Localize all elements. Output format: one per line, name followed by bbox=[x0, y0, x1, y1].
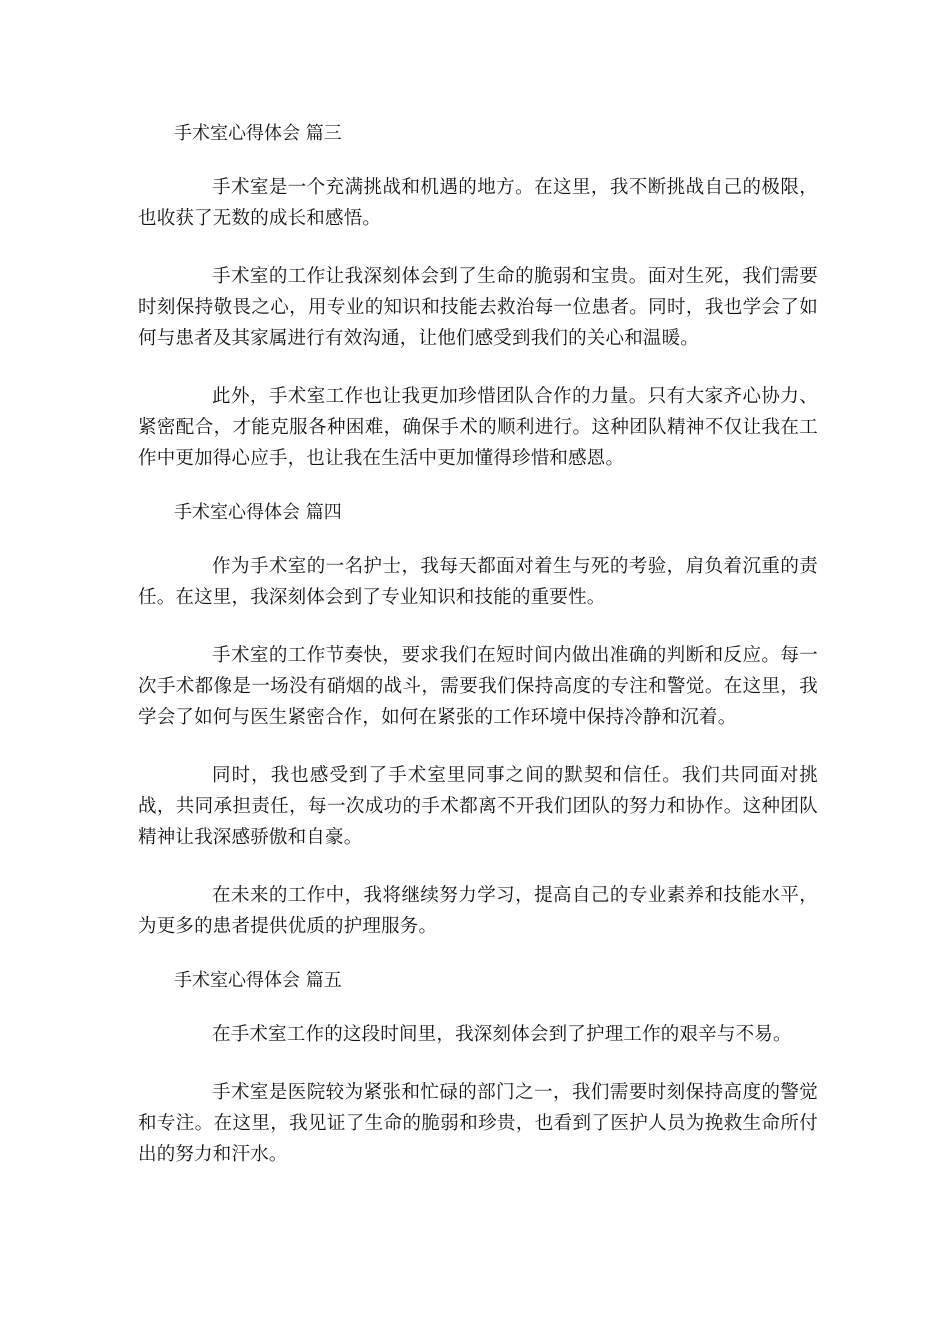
section-heading-4: 手术室心得体会 篇四 bbox=[174, 502, 342, 523]
paragraph: 在手术室工作的这段时间里，我深刻体会到了护理工作的艰辛与不易。 bbox=[212, 1024, 792, 1045]
document-page bbox=[138, 122, 818, 1197]
section-heading-5: 手术室心得体会 篇五 bbox=[174, 970, 342, 991]
paragraph: 作为手术室的一名护士，我每天都面对着生与死的考验，肩负着沉重的责任。在这里，我深刻体会到了专业知识和技能的重要性。 bbox=[138, 556, 818, 608]
paragraph: 在未来的工作中，我将继续努力学习，提高自己的专业素养和技能水平，为更多的患者提供优质的护理服务。 bbox=[138, 885, 818, 937]
paragraph: 此外，手术室工作也让我更加珍惜团队合作的力量。只有大家齐心协力、紧密配合，才能克服各种困难，确保手术的顺利进行。这种团队精神不仅让我在工作中更加得心应手，也让我在生活中更加懂得珍惜和感恩。 bbox=[138, 386, 818, 469]
paragraph: 手术室的工作让我深刻体会到了生命的脆弱和宝贵。面对生死，我们需要时刻保持敬畏之心，用专业的知识和技能去救治每一位患者。同时，我也学会了如何与患者及其家属进行有效沟通，让他们感受到我们的关心和温暖。 bbox=[138, 266, 818, 349]
paragraph: 手术室是一个充满挑战和机遇的地方。在这里，我不断挑战自己的极限，也收获了无数的成长和感悟。 bbox=[138, 177, 818, 229]
paragraph: 同时，我也感受到了手术室里同事之间的默契和信任。我们共同面对挑战，共同承担责任，每一次成功的手术都离不开我们团队的努力和协作。这种团队精神让我深感骄傲和自豪。 bbox=[138, 765, 818, 848]
paragraph: 手术室是医院较为紧张和忙碌的部门之一，我们需要时刻保持高度的警觉和专注。在这里，我见证了生命的脆弱和珍贵，也看到了医护人员为挽救生命所付出的努力和汗水。 bbox=[138, 1082, 818, 1165]
paragraph: 手术室的工作节奏快，要求我们在短时间内做出准确的判断和反应。每一次手术都像是一场没有硝烟的战斗，需要我们保持高度的专注和警觉。在这里，我学会了如何与医生紧密合作，如何在紧张的工作环境中保持冷静和沉着。 bbox=[138, 645, 818, 728]
section-heading-3: 手术室心得体会 篇三 bbox=[174, 123, 342, 144]
